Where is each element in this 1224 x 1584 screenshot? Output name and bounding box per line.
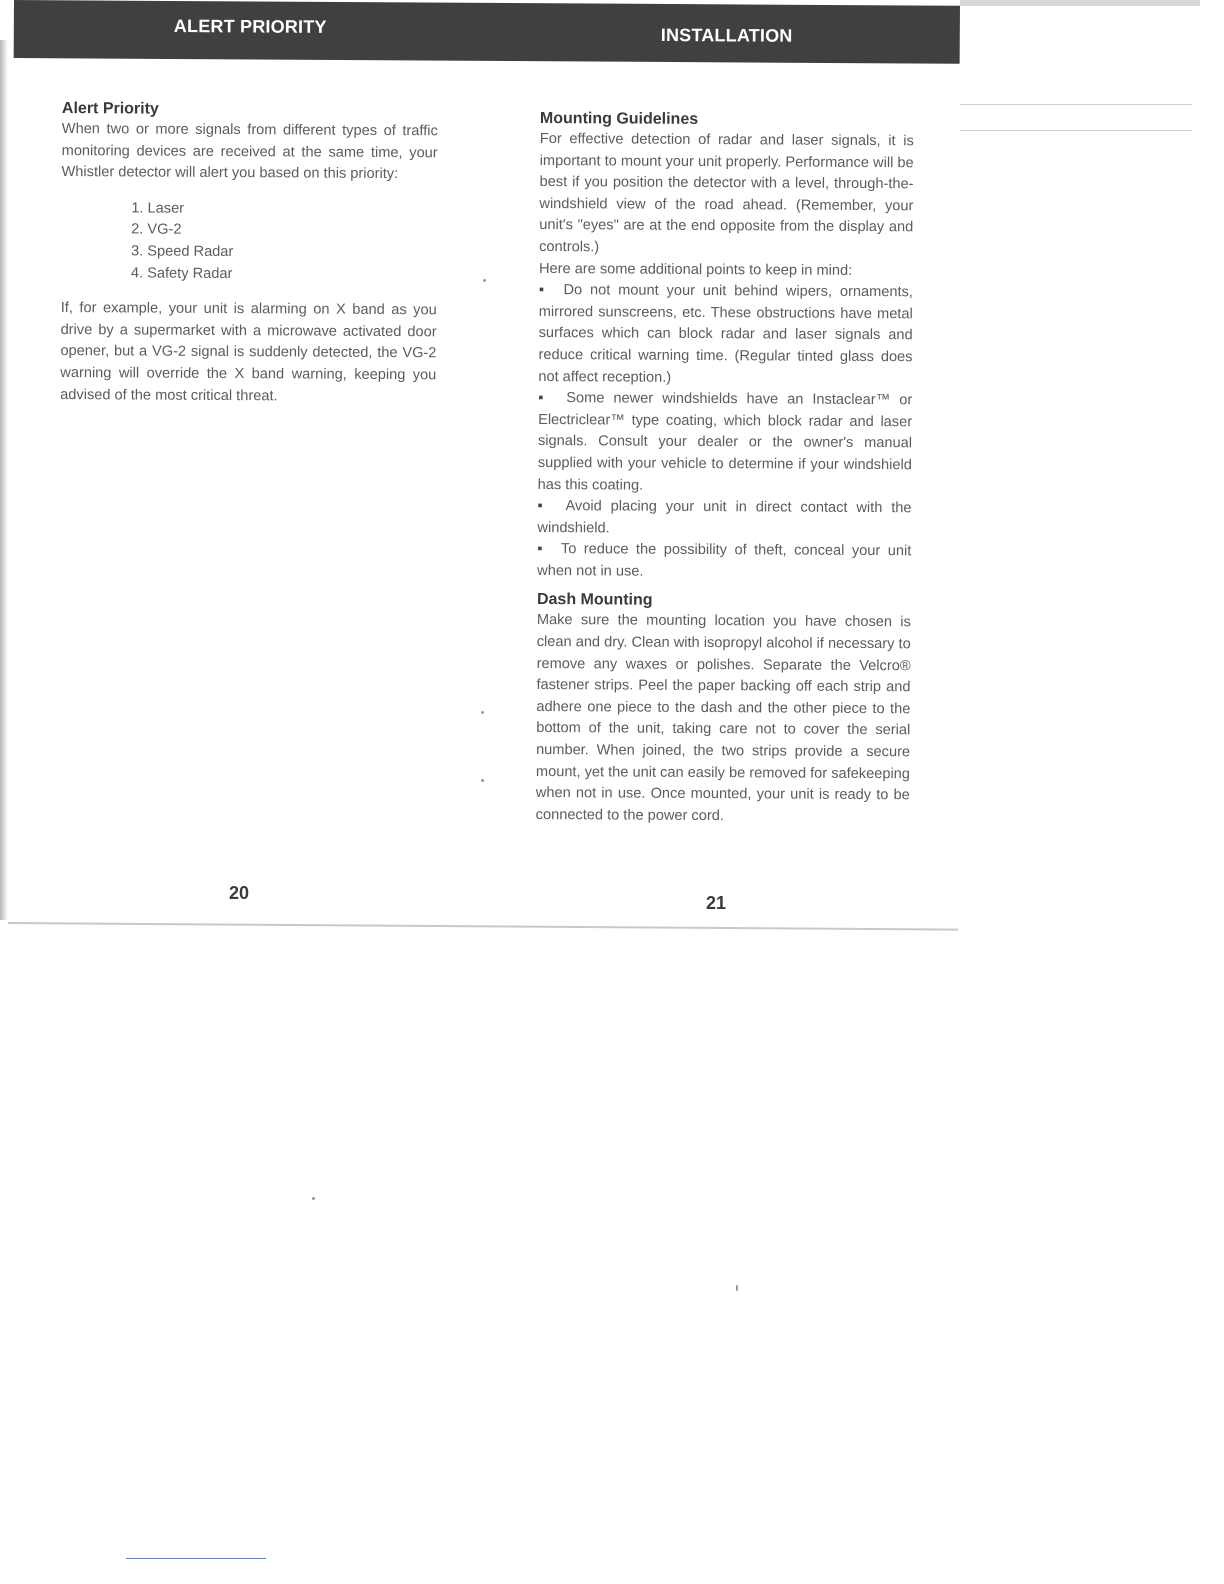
scan-speck	[481, 779, 484, 782]
bullet-item: ▪ Do not mount your unit behind wipers, ornaments, mirrored sunscreens, etc. These obstructions have metal surfaces which can block radar and laser signals and reduce critical warning time. (Regular tinted glass does not affect reception.)	[538, 280, 913, 390]
mounting-guidelines-intro: For effective detection of radar and laser signals, it is important to mount your unit properly. Performance will be best if you position the detector with a level, through-the-windshield view of the road ahead. (Remember, your unit's "eyes" are at the end opposite from the display and controls.)	[539, 130, 914, 256]
bullet-item: ▪ Some newer windshields have an Instaclear™ or Electriclear™ type coating, which block radar and laser signals. Consult your dealer or the owner's manual supplied with your vehicle to determine if your windshield has this coating.	[538, 388, 913, 498]
alert-priority-intro: When two or more signals from different types of traffic monitoring devices are received at the same time, your Whistler detector will alert you based on this priority:	[61, 120, 438, 183]
faint-rule	[960, 104, 1192, 105]
alert-priority-heading: Alert Priority	[61, 100, 159, 118]
scan-shadow-left	[0, 40, 8, 920]
right-page-content	[536, 110, 914, 829]
faint-rule	[960, 130, 1192, 131]
priority-item: 2. VG-2	[131, 221, 182, 239]
header-title-left: ALERT PRIORITY	[173, 15, 327, 37]
scan-speck	[312, 1197, 315, 1200]
points-intro: Here are some additional points to keep in mind:	[538, 260, 853, 279]
section-header-bar	[14, 0, 960, 64]
page-number-right: 21	[706, 893, 727, 913]
scan-speck	[736, 1285, 738, 1291]
scan-speck	[483, 279, 486, 282]
page-number-left: 20	[229, 883, 250, 903]
priority-list	[131, 198, 438, 286]
priority-item: 4. Safety Radar	[130, 264, 233, 282]
priority-item: 3. Speed Radar	[131, 243, 234, 261]
bottom-underline-mark	[126, 1558, 266, 1559]
bullet-item: ▪ Avoid placing your unit in direct contact with the windshield.	[537, 496, 911, 541]
priority-item: 1. Laser	[131, 200, 185, 217]
left-page-content	[60, 100, 438, 408]
header-title-right: INSTALLATION	[660, 24, 793, 46]
bullet-item: ▪ To reduce the possibility of theft, conceal your unit when not in use.	[537, 539, 911, 584]
mounting-guidelines-heading: Mounting Guidelines	[539, 110, 699, 128]
page-bottom-edge	[8, 922, 958, 931]
dash-mounting-text: Make sure the mounting location you have chosen is clean and dry. Clean with isopropyl alcohol if necessary to remove any waxes or polishes. Separate the Velcro® fastener strips. Peel the paper backing off each strip and adhere one piece to the dash and the other piece to the bottom of the unit, taking care not to cover the serial number. When joined, the two strips provide a secure mount, yet the unit can easily be removed for safekeeping when not in use. Once mounted, your unit is ready to be connected to the power cord.	[535, 612, 911, 824]
alert-priority-example: If, for example, your unit is alarming on X band as you drive by a supermarket with a microwave activated door opener, but a VG-2 signal is suddenly detected, the VG-2 warning will override the X band warning, keeping you advised of the most critical threat.	[60, 300, 437, 404]
scan-shadow-top	[960, 0, 1200, 6]
dash-mounting-heading: Dash Mounting	[536, 591, 653, 610]
scan-speck	[481, 711, 484, 714]
